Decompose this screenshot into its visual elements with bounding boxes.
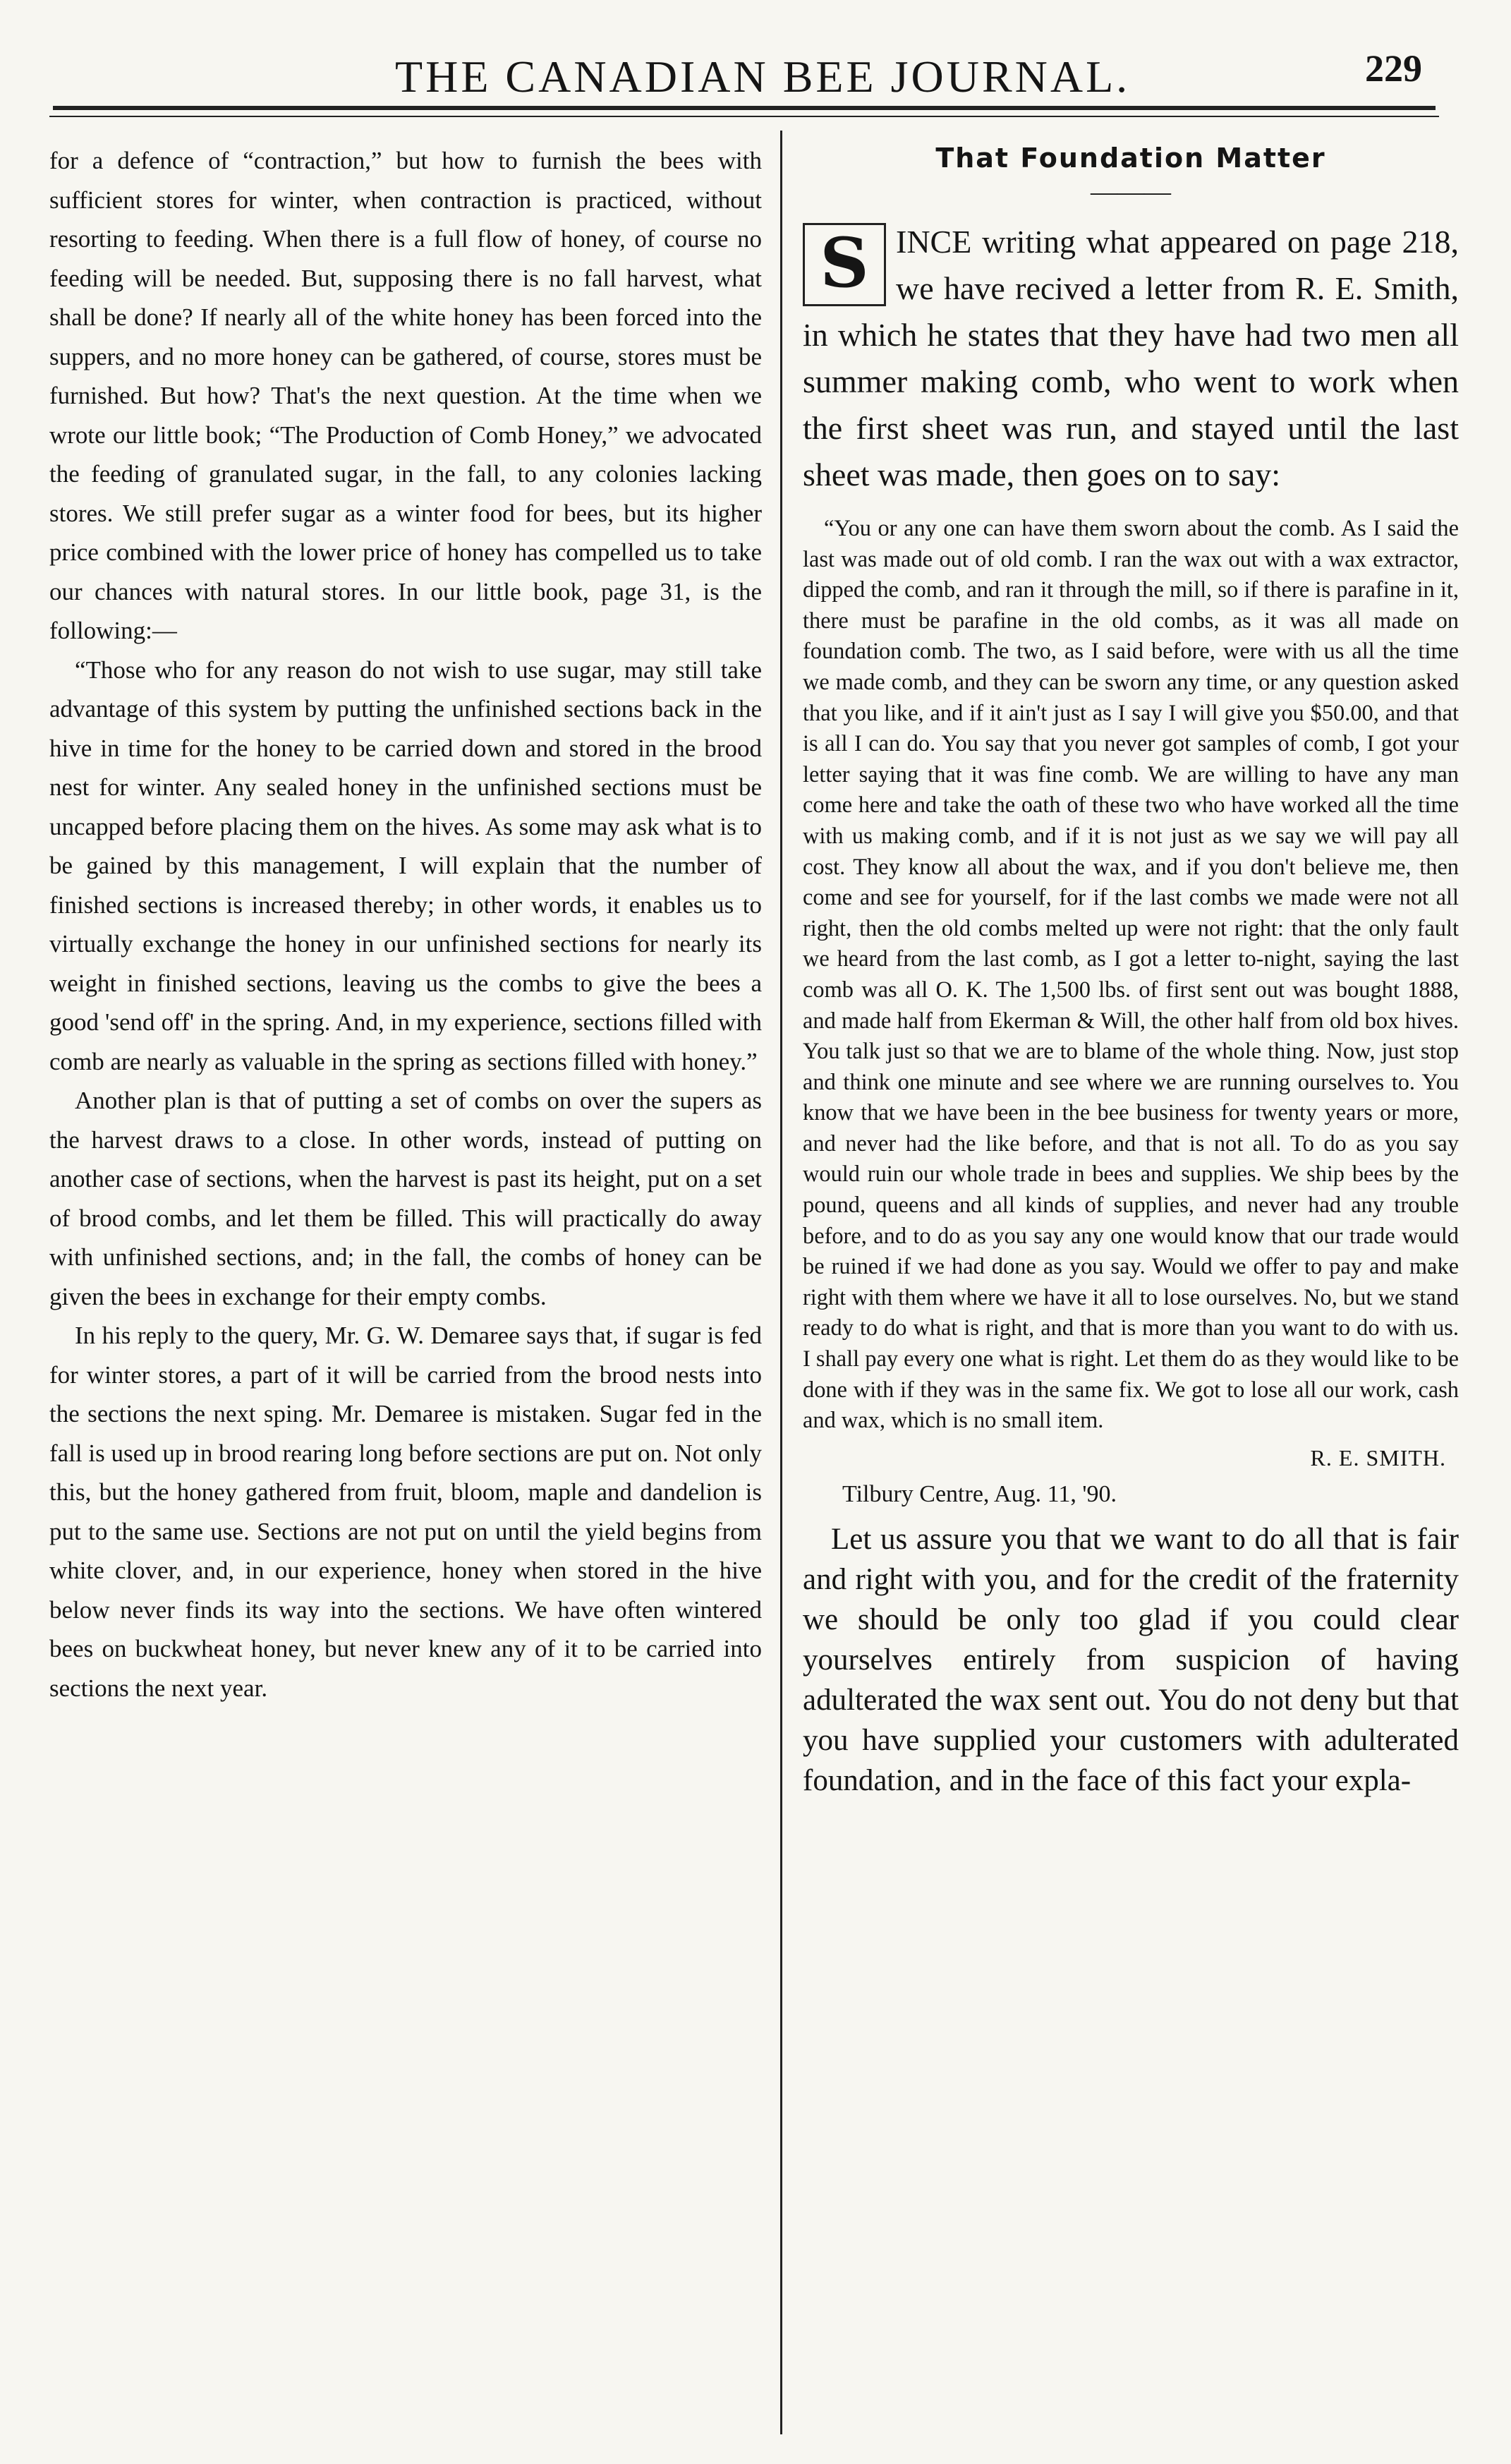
page-number: 229 bbox=[1365, 47, 1422, 90]
letter-signature: R. E. SMITH. bbox=[1310, 1444, 1446, 1470]
title-dash: ——— bbox=[1091, 177, 1171, 207]
page-header bbox=[0, 44, 1511, 107]
drop-cap: S bbox=[803, 223, 886, 306]
left-paragraph: “Those who for any reason do not wish to use sugar, may still take advantage of this system by putting the unfinished sections back in the hive in time for the honey to be carried down and stored in the brood nest for winter. Any sealed honey in the unfinished sections must be uncapped before placing them on the hives. As some may ask what is to be gained by this management, I will explain that the number of finished sections is increased thereby; in other words, it enables us to virtually exchange the honey in our unfinished sections for nearly its weight in finished sections, leaving us the combs to give the bees a good 'send off' in the spring. And, in my experience, sections filled with comb are nearly as valuable in the spring as sections filled with honey.” bbox=[49, 656, 762, 1075]
left-paragraph: In his reply to the query, Mr. G. W. Demaree says that, if sugar is fed for winter stores, a part of it will be carried from the brood nests into the sections the next sping. Mr. Demaree is mistaken. Sugar fed in the fall is used up in brood rearing long before sections are put on. Not only this, but the honey gathered from fruit, bloom, maple and dandelion is put to the same use. Sections are not put on until the yield begins from white clover, and, in our experience, honey when stored in the hive below never finds its way into the sections. We have often wintered bees on buckwheat honey, but never knew any of it to be carried into sections the next year. bbox=[49, 1322, 762, 1702]
right-column bbox=[803, 134, 1459, 2434]
article-intro bbox=[803, 219, 1459, 498]
article-title: That Foundation Matter bbox=[935, 143, 1326, 174]
header-rule-thin bbox=[49, 116, 1439, 117]
left-column bbox=[49, 141, 762, 2427]
header-rule bbox=[53, 106, 1436, 110]
letter-dateline: Tilbury Centre, Aug. 11, '90. bbox=[842, 1480, 1117, 1507]
editorial-closing: Let us assure you that we want to do all that is fair and right with you, and for the credit of the fraternity we should be only too glad if you could clear yourselves entirely from suspicion of having adulterated the wax sent out. You do not deny but that you have supplied your customers with adulterated foundation, and in the face of this fact your expla- bbox=[803, 1522, 1459, 1797]
column-divider bbox=[780, 131, 782, 2434]
running-title: THE CANADIAN BEE JOURNAL. bbox=[395, 52, 1131, 102]
quoted-letter: “You or any one can have them sworn about the comb. As I said the last was made out of old comb. I ran the wax out with a wax extractor, dipped the comb, and ran it through the mill, so if there is parafine in it, there must be parafine in the old combs, as it was all made on foundation comb. The two, as I said before, were with us all the time we made comb, and they can be sworn any time, or any question asked that you like, and if it ain't just as I say I will give you $50.00, and that is all I can do. You say that you never got samples of comb, I got your letter saying that it was fine comb. We are willing to have any man come here and take the oath of these two who have worked all the time with us making comb, and if it is not just as we say we will pay all cost. They know all about the wax, and if you don't believe me, then come and see for yourself, for if the last combs we made were not all right, then the old combs melted up were not right: that the only fault we heard from the last comb, as I got a letter to-night, saying the last comb was all O. K. The 1,500 lbs. of first sent out was bought 1888, and made half from Ekerman & Will, the other half from old box hives. You talk just so that we are to blame of the whole thing. Now, just stop and think one minute and see where we are running ourselves to. You know that we have been in the bee business for twenty years or more, and never had the like before, and that is not all. To do as you say would ruin our whole trade in bees and supplies. We ship bees by the pound, queens and all kinds of supplies, and never had any trouble before, and to do as you say any one would know that our trade would be ruined if we had done as you say. Would we offer to pay and make right with them where we have it all to lose ourselves. No, but we stand ready to do what is right, and that is more than you want to do with us. I shall pay every one what is right. Let them do as they would like to be done with if they was in the same fix. We got to lose all our work, cash and wax, which is no small item. bbox=[803, 516, 1459, 1434]
left-paragraph: Another plan is that of putting a set of combs on over the supers as the harvest draws to a close. In other words, instead of putting on another case of sections, when the harvest is past its height, put on a set of brood combs, and let them be filled. This will practically do away with unfinished sections, and; in the fall, the combs of honey can be given the bees in exchange for their empty combs. bbox=[49, 1087, 762, 1310]
intro-text: INCE writing what appeared on page 218, we have recived a letter from R. E. Smith, in which he states that they have had two men all summer making comb, who went to work when the first sheet was run, and stayed until the last sheet was made, then goes on to say: bbox=[803, 224, 1459, 493]
left-paragraph: for a defence of “contraction,” but how to furnish the bees with sufficient stores for winter, when contraction is practiced, without resorting to feeding. When there is a full flow of honey, of course no feeding will be needed. But, supposing there is no fall harvest, what shall be done? If nearly all of the white honey has been forced into the suppers, and no more honey can be gathered, of course, stores must be furnished. But how? That's the next question. At the time when we wrote our little book; “The Production of Comb Honey,” we advocated the feeding of granulated sugar, in the fall, to any colonies lacking stores. We still prefer sugar as a winter food for bees, but its higher price combined with the lower price of honey has compelled us to take our chances with natural stores. In our little book, page 31, is the following:— bbox=[49, 147, 762, 644]
